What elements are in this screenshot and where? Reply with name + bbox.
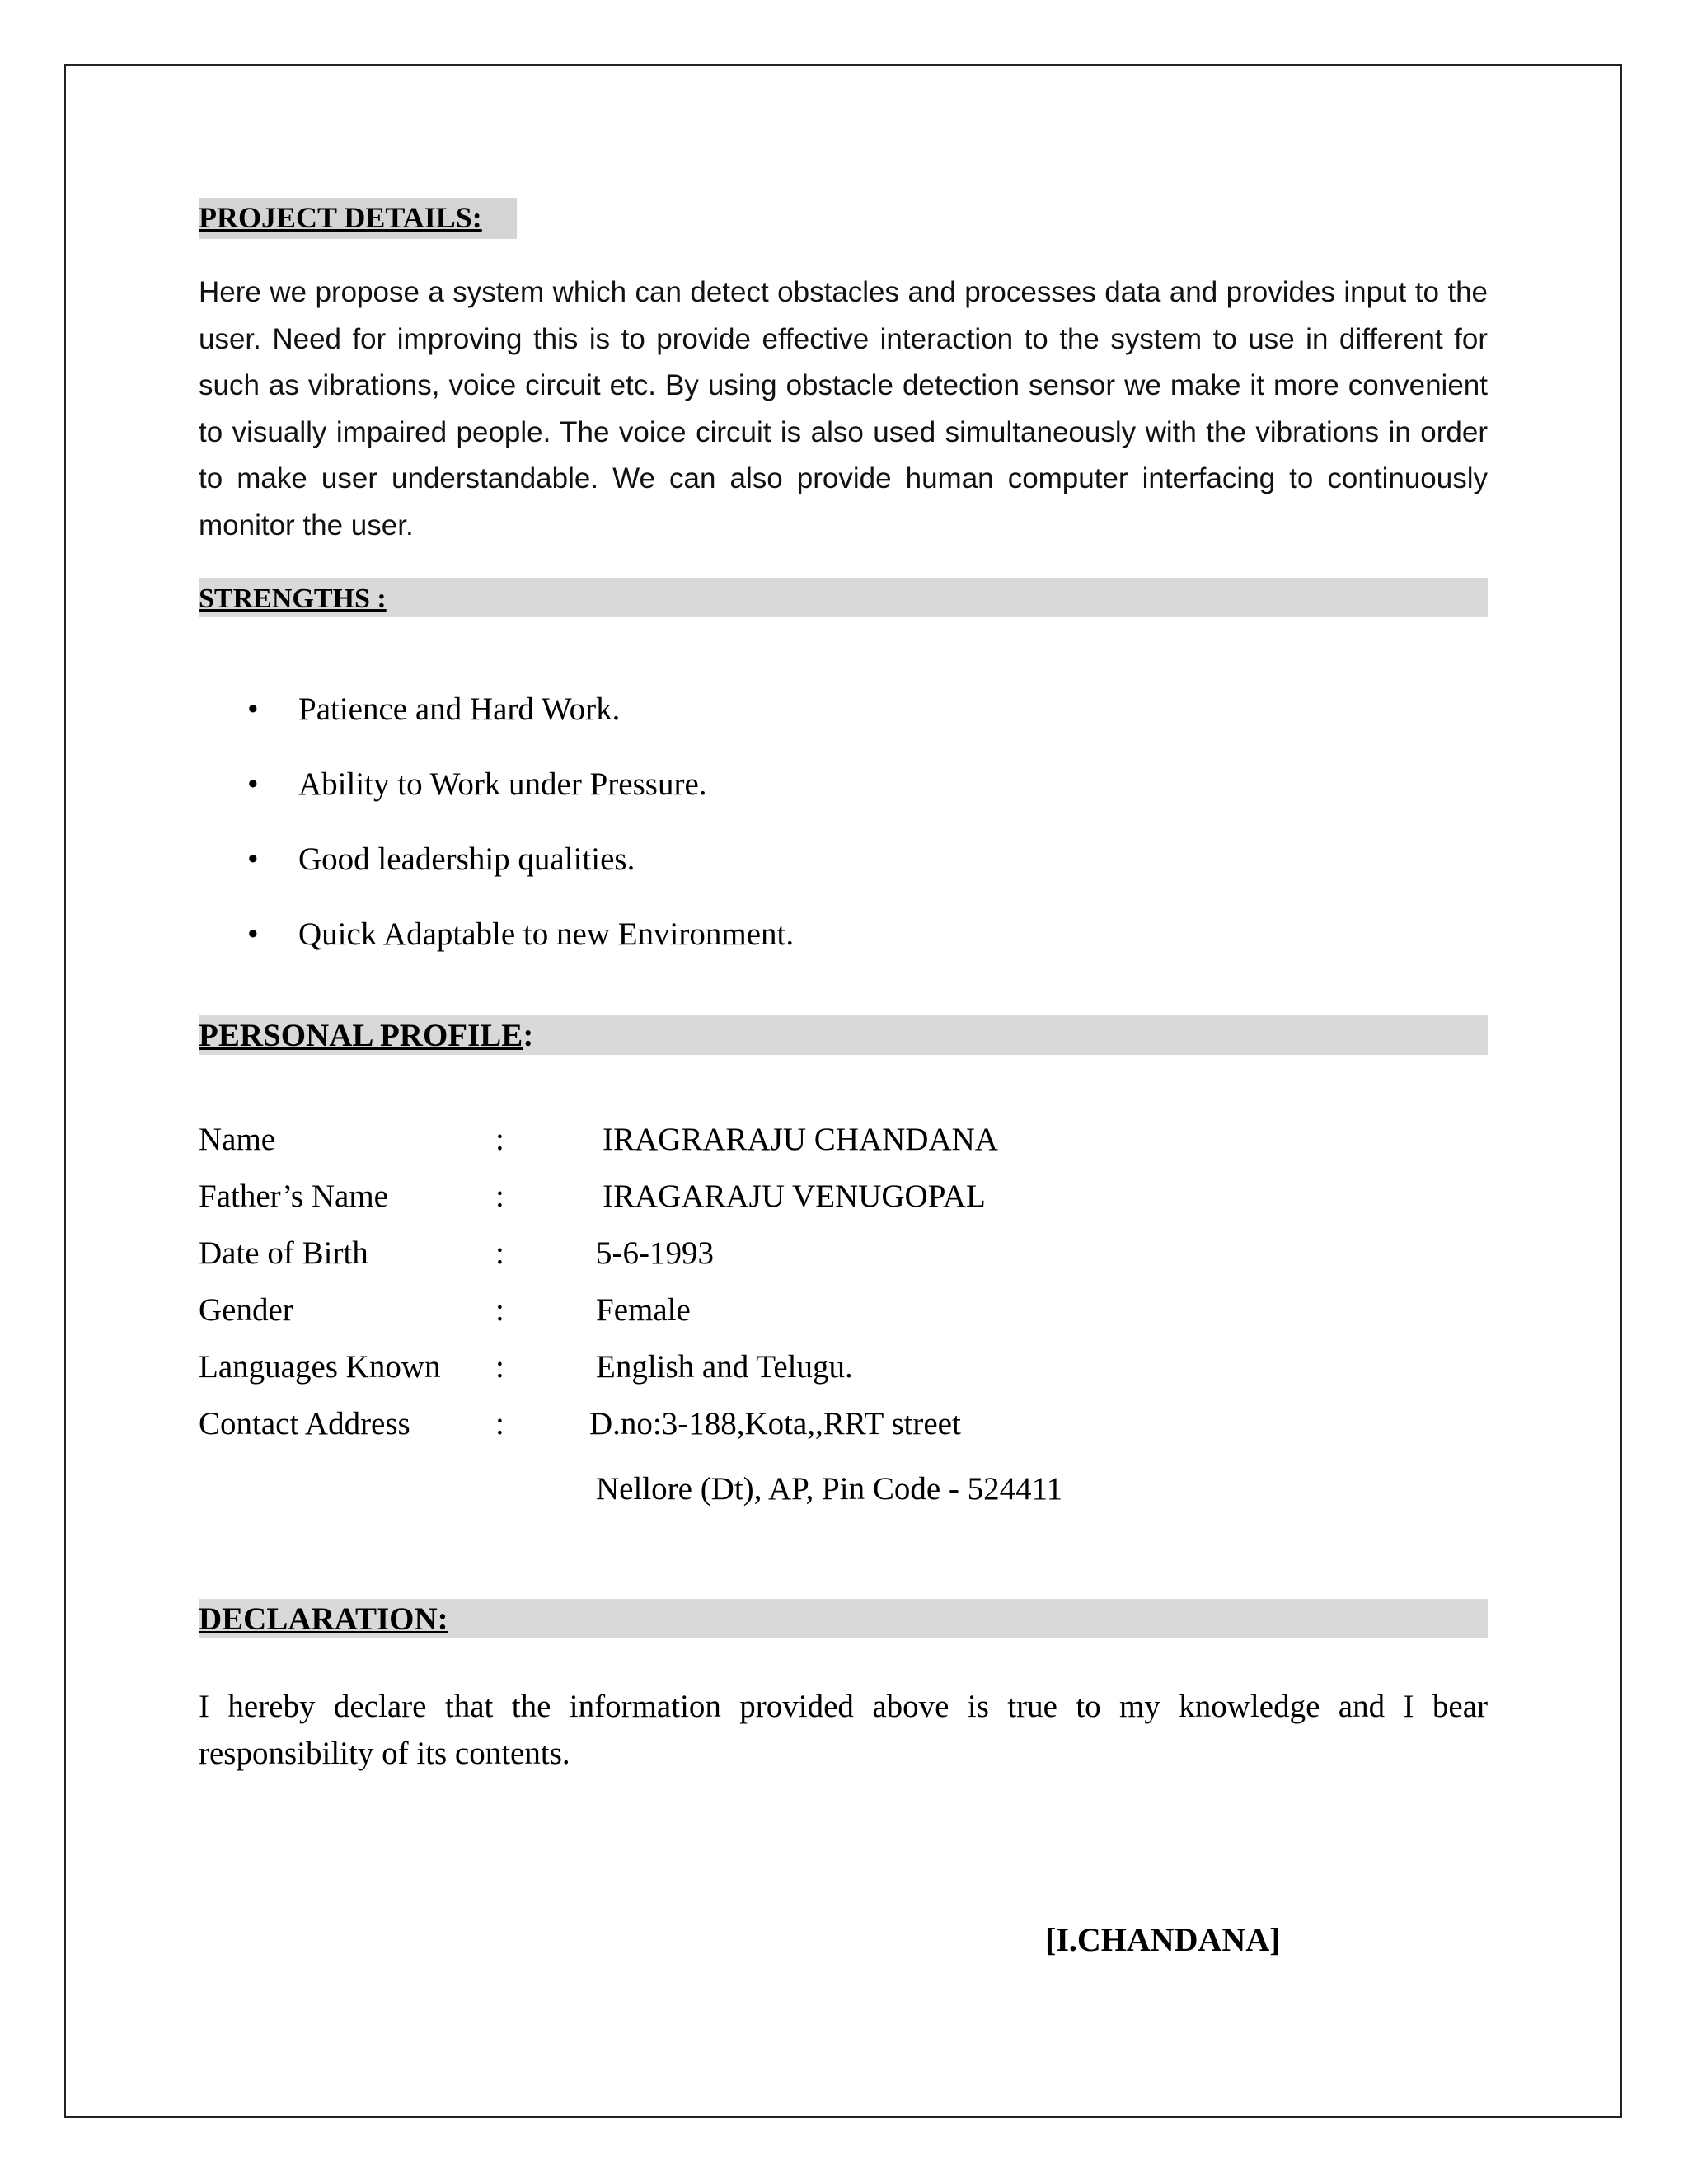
bullet-icon: • [247, 766, 259, 802]
profile-separator: : [495, 1292, 504, 1328]
profile-separator: : [495, 1406, 504, 1441]
profile-separator: : [495, 1179, 504, 1214]
profile-label: Contact Address [199, 1406, 410, 1441]
profile-value: 5-6-1993 [596, 1235, 714, 1271]
declaration-heading: DECLARATION: [199, 1601, 448, 1637]
strength-text: Patience and Hard Work. [298, 691, 621, 727]
profile-separator: : [495, 1122, 504, 1157]
profile-separator: : [495, 1349, 504, 1385]
personal-profile-heading [199, 1017, 533, 1054]
profile-value: English and Telugu. [596, 1349, 853, 1385]
bullet-icon: • [247, 916, 259, 952]
profile-value: IRAGRARAJU CHANDANA [603, 1122, 998, 1157]
personal-profile-heading-colon: : [523, 1018, 534, 1053]
strengths-heading: STRENGTHS : [199, 583, 387, 614]
profile-label: Father’s Name [199, 1179, 388, 1214]
profile-label: Date of Birth [199, 1235, 368, 1271]
project-details-paragraph: Here we propose a system which can detect obstacles and processes data and provides input to the user. Need for improving this is to provide effective interaction to the system to use in different for such as vibrations, voice circuit etc. By using obstacle detection sensor we make it more convenient to visually impaired people. The voice circuit is also used simultaneously with the vibrations in order to make user understandable. We can also provide human computer interfacing to continuously monitor the user. [199, 276, 1488, 541]
signature: [I.CHANDANA] [1045, 1921, 1281, 1958]
profile-value: D.no:3-188,Kota,,RRT street [589, 1406, 961, 1441]
personal-profile-heading-text: PERSONAL PROFILE [199, 1018, 523, 1053]
project-details-heading: PROJECT DETAILS: [199, 201, 482, 234]
strength-text: Good leadership qualities. [298, 841, 635, 877]
profile-value: IRAGARAJU VENUGOPAL [603, 1179, 986, 1214]
profile-value: Nellore (Dt), AP, Pin Code - 524411 [596, 1471, 1063, 1507]
strength-text: Ability to Work under Pressure. [298, 766, 707, 802]
strengths-heading-bar [199, 578, 1488, 617]
bullet-icon: • [247, 841, 259, 877]
bullet-icon: • [247, 691, 259, 727]
profile-label: Name [199, 1122, 276, 1157]
declaration-text: I hereby declare that the information provided above is true to my knowledge and I bear responsibility of its contents. [199, 1689, 1488, 1771]
profile-value: Female [596, 1292, 691, 1328]
profile-label: Languages Known [199, 1349, 441, 1385]
profile-separator: : [495, 1235, 504, 1271]
profile-label: Gender [199, 1292, 293, 1328]
strength-text: Quick Adaptable to new Environment. [298, 916, 795, 952]
